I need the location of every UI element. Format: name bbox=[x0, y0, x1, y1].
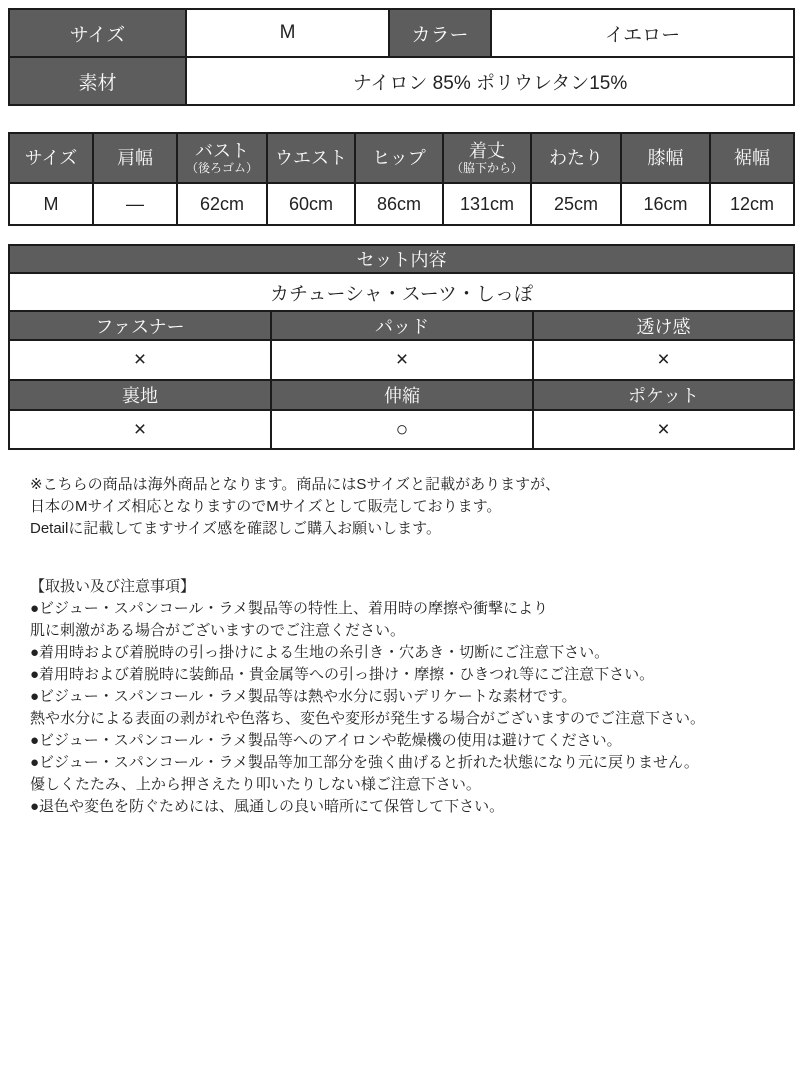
care-line: ●退色や変色を防ぐためには、風通しの良い暗所にて保管して下さい。 bbox=[30, 798, 505, 815]
val-thigh: 25cm bbox=[531, 183, 621, 225]
note-line: Detailに記載してますサイズ感を確認しご購入お願いします。 bbox=[30, 520, 441, 537]
care-line: ●ビジュー・スパンコール・ラメ製品等は熱や水分に弱いデリケートな素材です。 bbox=[30, 688, 577, 705]
spec-row-size-color bbox=[9, 9, 794, 57]
size-value: M bbox=[186, 9, 389, 57]
col-thigh: わたり bbox=[531, 133, 621, 183]
set-contents-header: セット内容 bbox=[9, 245, 794, 273]
color-value: イエロー bbox=[491, 9, 794, 57]
val-length: 131cm bbox=[443, 183, 531, 225]
sheerness-value: × bbox=[533, 340, 794, 380]
stretch-label: 伸縮 bbox=[271, 380, 533, 410]
pad-label: パッド bbox=[271, 311, 533, 340]
measurements-value-row bbox=[9, 183, 794, 225]
pocket-label: ポケット bbox=[533, 380, 794, 410]
fastener-value: × bbox=[9, 340, 271, 380]
pad-value: × bbox=[271, 340, 533, 380]
val-waist: 60cm bbox=[267, 183, 355, 225]
val-shoulder: — bbox=[93, 183, 177, 225]
care-line: ●着用時および着脱時に装飾品・貴金属等への引っ掛け・摩擦・ひきつれ等にご注意下さい。 bbox=[30, 666, 655, 683]
features-value-row-1 bbox=[9, 340, 794, 380]
val-knee: 16cm bbox=[621, 183, 710, 225]
care-line: ●ビジュー・スパンコール・ラメ製品等加工部分を強く曲げると折れた状態になり元に戻りません。 bbox=[30, 754, 699, 771]
col-length-label: 着丈 bbox=[469, 141, 505, 161]
col-knee: 膝幅 bbox=[621, 133, 710, 183]
color-label: カラー bbox=[389, 9, 491, 57]
care-line: ●ビジュー・スパンコール・ラメ製品等へのアイロンや乾燥機の使用は避けてください。 bbox=[30, 732, 622, 749]
set-features-table bbox=[8, 244, 795, 450]
col-size: サイズ bbox=[9, 133, 93, 183]
note-line: ※こちらの商品は海外商品となります。商品にはSサイズと記載がありますが、 bbox=[30, 476, 561, 493]
care-line: 優しくたたみ、上から押さえたり叩いたりしない様ご注意下さい。 bbox=[30, 776, 481, 793]
material-label: 素材 bbox=[9, 57, 186, 105]
col-length bbox=[443, 133, 531, 183]
lining-value: × bbox=[9, 410, 271, 449]
size-label: サイズ bbox=[9, 9, 186, 57]
note-line: 日本のMサイズ相応となりますのでMサイズとして販売しております。 bbox=[30, 498, 502, 515]
val-hip: 86cm bbox=[355, 183, 443, 225]
care-line: ●ビジュー・スパンコール・ラメ製品等の特性上、着用時の摩擦や衝撃により bbox=[30, 600, 549, 617]
set-contents-header-row bbox=[9, 245, 794, 273]
pocket-value: × bbox=[533, 410, 794, 449]
care-line: ●着用時および着脱時の引っ掛けによる生地の糸引き・穴あき・切断にご注意下さい。 bbox=[30, 644, 610, 661]
val-hem: 12cm bbox=[710, 183, 794, 225]
spec-row-material bbox=[9, 57, 794, 105]
lining-label: 裏地 bbox=[9, 380, 271, 410]
val-size: M bbox=[9, 183, 93, 225]
care-instructions bbox=[8, 576, 793, 818]
features-header-row-2 bbox=[9, 380, 794, 410]
col-hip: ヒップ bbox=[355, 133, 443, 183]
features-value-row-2 bbox=[9, 410, 794, 449]
set-contents-value: カチューシャ・スーツ・しっぽ bbox=[9, 273, 794, 311]
col-bust-sub: （後ろゴム） bbox=[185, 161, 258, 175]
overseas-size-note bbox=[8, 474, 793, 540]
measurements-table bbox=[8, 132, 795, 226]
set-contents-value-row bbox=[9, 273, 794, 311]
spec-table bbox=[8, 8, 795, 106]
stretch-value: ○ bbox=[271, 410, 533, 449]
care-line: 熱や水分による表面の剥がれや色落ち、変色や変形が発生する場合がございますのでご注意下さい。 bbox=[30, 710, 706, 727]
fastener-label: ファスナー bbox=[9, 311, 271, 340]
care-line: 肌に刺激がある場合がございますのでご注意ください。 bbox=[30, 622, 406, 639]
care-title: 【取扱い及び注意事項】 bbox=[30, 578, 196, 595]
col-bust bbox=[177, 133, 267, 183]
col-shoulder: 肩幅 bbox=[93, 133, 177, 183]
col-waist: ウエスト bbox=[267, 133, 355, 183]
sheerness-label: 透け感 bbox=[533, 311, 794, 340]
col-length-sub: （脇下から） bbox=[450, 161, 523, 175]
val-bust: 62cm bbox=[177, 183, 267, 225]
features-header-row-1 bbox=[9, 311, 794, 340]
col-hem: 裾幅 bbox=[710, 133, 794, 183]
material-value: ナイロン 85% ポリウレタン15% bbox=[186, 57, 794, 105]
measurements-header-row bbox=[9, 133, 794, 183]
col-bust-label: バスト bbox=[195, 141, 249, 161]
